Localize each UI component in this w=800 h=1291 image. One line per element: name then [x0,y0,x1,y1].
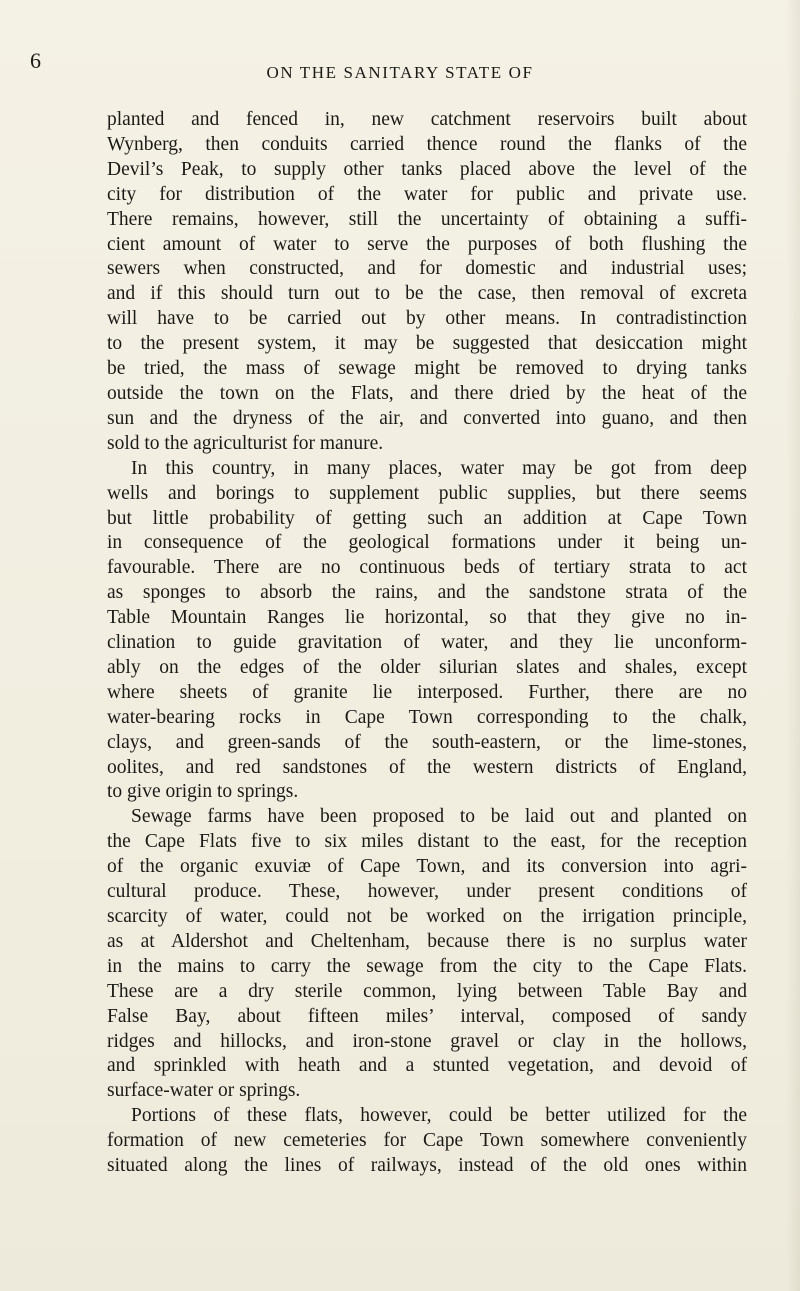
page-edge-shadow [786,0,800,1291]
text-line: planted and fenced in, new catchment reservoirs built about [107,109,747,130]
text-line: and sprinkled with heath and a stunted vegetation, and devoid of [107,1055,747,1077]
text-line: ably on the edges of the older silurian slates and shales, except [107,656,747,678]
text-line: scarcity of water, could not be worked on the irrigation principle, [107,906,747,927]
text-line: wells and borings to supplement public supplies, but there seems [107,482,747,504]
text-line: outside the town on the Flats, and there dried by the heat of the [107,382,747,404]
text-line: will have to be carried out by other means. In contradistinction [107,308,747,330]
text-line: sold to the agriculturist for manure. [107,432,384,454]
text-line: sewers when constructed, and for domestic and industrial uses; [107,258,747,280]
paragraph-first-line: In this country, in many places, water may be got from deep [131,457,747,479]
text-line: These are a dry sterile common, lying between Table Bay and [107,980,747,1002]
running-head: ON THE SANITARY STATE OF [266,63,534,82]
text-line: but little probability of getting such an addition at Cape Town [107,507,747,529]
page-number: 6 [30,48,41,73]
text-line: oolites, and red sandstones of the western districts of England, [107,756,747,778]
body-text [107,108,747,1179]
text-line: ridges and hillocks, and iron-stone gravel or clay in the hollows, [107,1030,747,1052]
text-line: the Cape Flats five to six miles distant to the east, for the reception [107,831,747,853]
text-line: favourable. There are no continuous beds of tertiary strata to act [107,557,747,579]
text-line: city for distribution of the water for public and private use. [107,183,747,205]
text-line: sun and the dryness of the air, and converted into guano, and then [107,407,747,429]
text-line: water-bearing rocks in Cape Town corresponding to the chalk, [107,706,747,728]
text-line: as at Aldershot and Cheltenham, because there is no surplus water [107,930,747,952]
text-line: clination to guide gravitation of water, and they lie unconform- [107,632,747,654]
text-line: to give origin to springs. [107,781,299,803]
text-line: clays, and green-sands of the south-eastern, or the lime-stones, [107,731,747,753]
text-line: as sponges to absorb the rains, and the sandstone strata of the [107,582,747,604]
text-line: to the present system, it may be suggested that desiccation might [107,333,747,355]
text-line: Wynberg, then conduits carried thence round the flanks of the [107,133,747,155]
text-line: cient amount of water to serve the purposes of both flushing the [107,233,747,255]
text-line: be tried, the mass of sewage might be removed to drying tanks [107,358,747,380]
text-line: situated along the lines of railways, instead of the old ones within [107,1155,747,1177]
paragraph-first-line: Portions of these flats, however, could be better utilized for the [131,1105,747,1127]
paragraph-first-line: Sewage farms have been proposed to be laid out and planted on [131,806,747,828]
text-line: in the mains to carry the sewage from the city to the Cape Flats. [107,955,747,977]
text-line: Devil’s Peak, to supply other tanks placed above the level of the [107,158,747,180]
text-line: False Bay, about fifteen miles’ interval, composed of sandy [107,1005,747,1027]
text-line: where sheets of granite lie interposed. Further, there are no [107,681,747,703]
text-line: There remains, however, still the uncertainty of obtaining a suffi- [107,208,747,230]
text-line: of the organic exuviæ of Cape Town, and its conversion into agri- [107,856,747,878]
text-line: Table Mountain Ranges lie horizontal, so that they give no in- [107,607,747,629]
text-line: cultural produce. These, however, under present conditions of [107,881,747,903]
text-line: and if this should turn out to be the case, then removal of excreta [107,283,747,305]
text-line: in consequence of the geological formations under it being un- [107,532,747,554]
text-line: surface-water or springs. [107,1080,301,1102]
text-line: formation of new cemeteries for Cape Town somewhere conveniently [107,1130,747,1152]
